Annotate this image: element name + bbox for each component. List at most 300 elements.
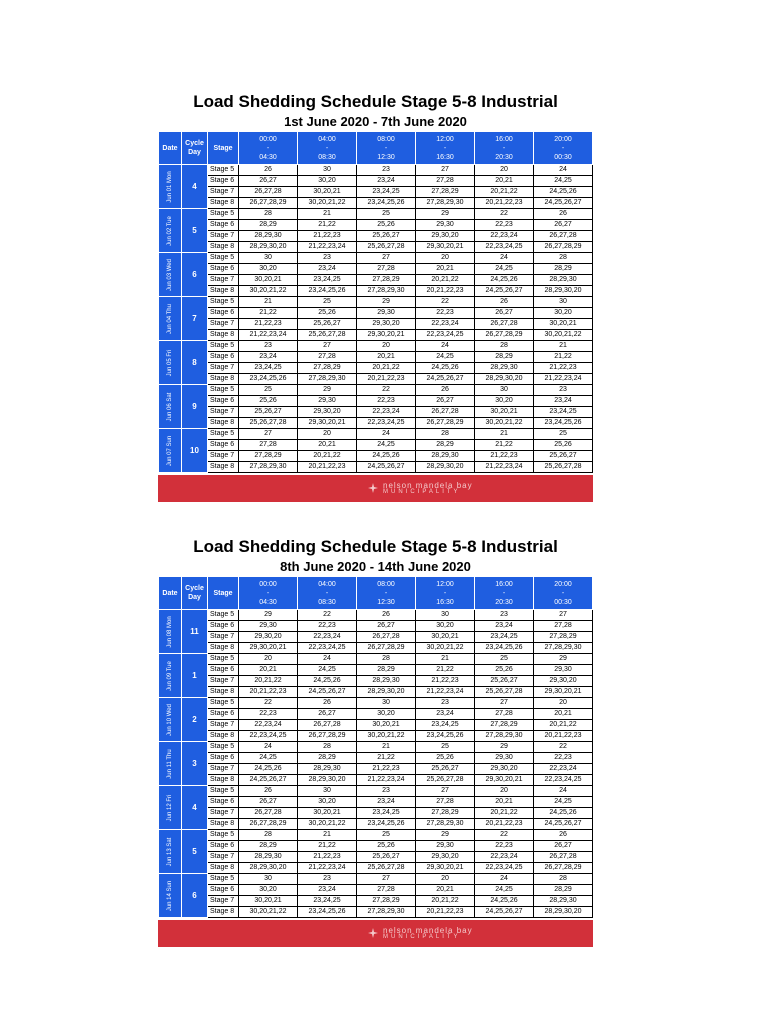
zone-cell: 27,28 — [416, 797, 475, 808]
table-row — [159, 396, 593, 407]
logo-line-2: MUNICIPALITY — [383, 934, 461, 940]
zone-cell: 25 — [475, 654, 534, 665]
table-row — [159, 676, 593, 687]
table-row — [159, 643, 593, 654]
zone-cell: 27,28,29,30 — [416, 819, 475, 830]
stage-label: Stage 7 — [208, 632, 239, 643]
municipality-logo — [383, 482, 473, 496]
zone-cell: 30 — [357, 698, 416, 709]
zone-cell: 21 — [416, 654, 475, 665]
zone-cell: 29,30,20,21 — [475, 775, 534, 786]
zone-cell: 22,23 — [475, 220, 534, 231]
zone-cell: 23,24 — [298, 264, 357, 275]
zone-cell: 29 — [298, 385, 357, 396]
zone-cell: 21,22 — [298, 220, 357, 231]
zone-cell: 27,28,29,30 — [416, 198, 475, 209]
zone-cell: 24,25,26 — [298, 676, 357, 687]
zone-cell: 25,26,27 — [239, 407, 298, 418]
zone-cell: 28 — [416, 429, 475, 440]
table-row — [159, 907, 593, 918]
zone-cell: 21 — [357, 742, 416, 753]
zone-cell: 28,29,30 — [239, 231, 298, 242]
table-row — [159, 308, 593, 319]
header-time-slot — [475, 577, 534, 610]
zone-cell: 24,25,26 — [475, 275, 534, 286]
zone-cell: 27,28,29,30 — [357, 907, 416, 918]
zone-cell: 29,30,20,21 — [534, 687, 593, 698]
header-cycle-day: Cycle Day — [182, 577, 208, 610]
zone-cell: 23,24 — [298, 885, 357, 896]
zone-cell: 25,26,27,28 — [357, 242, 416, 253]
zone-cell: 24,25,26,27 — [534, 819, 593, 830]
zone-cell: 26 — [357, 610, 416, 621]
stage-label: Stage 6 — [208, 440, 239, 451]
zone-cell: 23,24,25 — [298, 896, 357, 907]
stage-label: Stage 6 — [208, 885, 239, 896]
zone-cell: 27 — [475, 698, 534, 709]
schedule-date-range: 8th June 2020 - 14th June 2020 — [280, 559, 471, 574]
zone-cell: 21 — [298, 209, 357, 220]
cycle-day-cell: 1 — [182, 654, 208, 698]
zone-cell: 24 — [534, 786, 593, 797]
cycle-day-cell: 2 — [182, 698, 208, 742]
date-label: Jun 14 Sun — [167, 880, 173, 911]
time-start: 04:00 — [318, 135, 336, 143]
zone-cell: 22,23,24,25 — [239, 731, 298, 742]
zone-cell: 24 — [534, 165, 593, 176]
zone-cell: 25,26,27,28 — [298, 330, 357, 341]
time-start: 20:00 — [554, 580, 572, 588]
stage-label: Stage 8 — [208, 775, 239, 786]
table-row — [159, 654, 593, 665]
table-row — [159, 286, 593, 297]
header-date: Date — [159, 577, 182, 610]
time-separator: - — [443, 144, 447, 152]
table-row — [159, 863, 593, 874]
zone-cell: 21,22 — [298, 841, 357, 852]
zone-cell: 26 — [416, 385, 475, 396]
date-label: Jun 13 Sat — [167, 837, 173, 866]
zone-cell: 20,21,22,23 — [298, 462, 357, 473]
table-row — [159, 418, 593, 429]
zone-cell: 28,29 — [239, 841, 298, 852]
date-label: Jun 11 Thu — [167, 748, 173, 779]
zone-cell: 28,29,30,20 — [475, 374, 534, 385]
municipality-footer-banner — [158, 920, 593, 947]
zone-cell: 21,22,23 — [416, 676, 475, 687]
zone-cell: 22,23,24,25 — [475, 863, 534, 874]
table-row — [159, 297, 593, 308]
zone-cell: 27 — [357, 874, 416, 885]
zone-cell: 26,27,28 — [534, 231, 593, 242]
zone-cell: 20,21,22,23 — [475, 198, 534, 209]
zone-cell: 30,20,21,22 — [298, 198, 357, 209]
zone-cell: 24,25,26,27 — [239, 775, 298, 786]
zone-cell: 26,27,28,29 — [357, 643, 416, 654]
table-row — [159, 275, 593, 286]
zone-cell: 20 — [534, 698, 593, 709]
municipality-logo — [383, 927, 473, 941]
zone-cell: 30,20 — [534, 308, 593, 319]
zone-cell: 24 — [298, 654, 357, 665]
zone-cell: 28,29,30 — [416, 451, 475, 462]
zone-cell: 22,23,24 — [298, 632, 357, 643]
zone-cell: 26 — [475, 297, 534, 308]
zone-cell: 29,30,20 — [534, 676, 593, 687]
zone-cell: 22 — [475, 830, 534, 841]
time-start: 00:00 — [259, 135, 277, 143]
zone-cell: 24,25 — [416, 352, 475, 363]
zone-cell: 21,22,23,24 — [298, 242, 357, 253]
stage-label: Stage 5 — [208, 698, 239, 709]
zone-cell: 25,26,27,28 — [534, 462, 593, 473]
cycle-day-cell: 8 — [182, 341, 208, 385]
header-row — [159, 132, 593, 165]
zone-cell: 29,30,20,21 — [298, 418, 357, 429]
header-time-slot — [475, 132, 534, 165]
zone-cell: 27,28,29 — [416, 187, 475, 198]
zone-cell: 24,25,26,27 — [475, 907, 534, 918]
zone-cell: 24,25,26 — [475, 896, 534, 907]
zone-cell: 25,26,27 — [534, 451, 593, 462]
zone-cell: 25,26 — [298, 308, 357, 319]
time-end: 04:30 — [259, 153, 277, 161]
table-row — [159, 742, 593, 753]
zone-cell: 30,20,21,22 — [239, 286, 298, 297]
municipality-logo-icon — [368, 928, 378, 938]
time-end: 12:30 — [377, 153, 395, 161]
time-start: 16:00 — [495, 580, 513, 588]
zone-cell: 22 — [357, 385, 416, 396]
zone-cell: 20,21 — [534, 709, 593, 720]
stage-label: Stage 7 — [208, 896, 239, 907]
stage-label: Stage 7 — [208, 720, 239, 731]
table-row — [159, 819, 593, 830]
zone-cell: 29,30 — [416, 220, 475, 231]
zone-cell: 23,24,25 — [239, 363, 298, 374]
zone-cell: 23,24,25 — [475, 632, 534, 643]
zone-cell: 23,24,25,26 — [298, 286, 357, 297]
zone-cell: 23,24 — [534, 396, 593, 407]
stage-label: Stage 6 — [208, 621, 239, 632]
zone-cell: 22,23 — [475, 841, 534, 852]
zone-cell: 25 — [357, 209, 416, 220]
zone-cell: 23,24,25,26 — [357, 198, 416, 209]
zone-cell: 22,23,24,25 — [298, 643, 357, 654]
zone-cell: 23,24,25 — [534, 407, 593, 418]
zone-cell: 21,22,23 — [298, 231, 357, 242]
zone-cell: 29,30 — [534, 665, 593, 676]
zone-cell: 30,20,21 — [475, 407, 534, 418]
zone-cell: 20 — [357, 341, 416, 352]
zone-cell: 28,29 — [416, 440, 475, 451]
zone-cell: 23 — [298, 253, 357, 264]
stage-label: Stage 7 — [208, 764, 239, 775]
zone-cell: 24 — [357, 429, 416, 440]
zone-cell: 20,21,22,23 — [239, 687, 298, 698]
zone-cell: 23,24 — [239, 352, 298, 363]
zone-cell: 27,28 — [298, 352, 357, 363]
logo-line-2: MUNICIPALITY — [383, 489, 461, 495]
zone-cell: 24,25,26 — [534, 808, 593, 819]
zone-cell: 23 — [416, 698, 475, 709]
stage-label: Stage 6 — [208, 396, 239, 407]
table-row — [159, 610, 593, 621]
zone-cell: 26,27,28 — [239, 808, 298, 819]
table-row — [159, 841, 593, 852]
time-start: 08:00 — [377, 580, 395, 588]
zone-cell: 23,24,25 — [298, 275, 357, 286]
cycle-day-cell: 5 — [182, 830, 208, 874]
stage-label: Stage 5 — [208, 830, 239, 841]
time-end: 16:30 — [436, 153, 454, 161]
stage-label: Stage 7 — [208, 451, 239, 462]
time-start: 16:00 — [495, 135, 513, 143]
zone-cell: 28,29 — [534, 264, 593, 275]
time-end: 08:30 — [318, 598, 336, 606]
zone-cell: 29,30,20,21 — [357, 330, 416, 341]
zone-cell: 30,20,21 — [298, 187, 357, 198]
date-label: Jun 05 Fri — [167, 349, 173, 376]
table-row — [159, 319, 593, 330]
zone-cell: 24,25,26 — [416, 363, 475, 374]
zone-cell: 30 — [239, 253, 298, 264]
zone-cell: 26,27,28 — [475, 319, 534, 330]
zone-cell: 25,26,27 — [357, 852, 416, 863]
date-cell — [159, 209, 182, 253]
zone-cell: 22,23 — [534, 753, 593, 764]
date-cell — [159, 341, 182, 385]
zone-cell: 20,21,22 — [298, 451, 357, 462]
date-label: Jun 02 Tue — [167, 215, 173, 246]
zone-cell: 27,28,29 — [357, 275, 416, 286]
zone-cell: 27 — [357, 253, 416, 264]
zone-cell: 20,21 — [475, 176, 534, 187]
zone-cell: 29,30 — [357, 308, 416, 319]
zone-cell: 23,24,25,26 — [475, 643, 534, 654]
stage-label: Stage 8 — [208, 731, 239, 742]
table-row — [159, 385, 593, 396]
zone-cell: 30,20,21,22 — [239, 907, 298, 918]
zone-cell: 22,23,24 — [475, 852, 534, 863]
stage-label: Stage 8 — [208, 330, 239, 341]
zone-cell: 25,26,27 — [298, 319, 357, 330]
header-time-slot — [239, 577, 298, 610]
table-row — [159, 797, 593, 808]
header-time-slot — [534, 132, 593, 165]
zone-cell: 26 — [534, 209, 593, 220]
zone-cell: 30,20,21 — [534, 319, 593, 330]
cycle-day-cell: 5 — [182, 209, 208, 253]
stage-label: Stage 7 — [208, 187, 239, 198]
zone-cell: 26,27 — [534, 220, 593, 231]
zone-cell: 26 — [239, 165, 298, 176]
table-row — [159, 709, 593, 720]
table-row — [159, 775, 593, 786]
time-start: 20:00 — [554, 135, 572, 143]
date-cell — [159, 385, 182, 429]
zone-cell: 24,25,26,27 — [534, 198, 593, 209]
stage-label: Stage 5 — [208, 253, 239, 264]
table-row — [159, 264, 593, 275]
schedule-date-range: 1st June 2020 - 7th June 2020 — [284, 114, 467, 129]
zone-cell: 28,29,30,20 — [239, 242, 298, 253]
zone-cell: 23 — [475, 610, 534, 621]
table-row — [159, 621, 593, 632]
table-row — [159, 731, 593, 742]
cycle-day-cell: 6 — [182, 874, 208, 918]
zone-cell: 28,29,30 — [357, 676, 416, 687]
stage-label: Stage 8 — [208, 907, 239, 918]
zone-cell: 26,27,28,29 — [239, 819, 298, 830]
stage-label: Stage 8 — [208, 242, 239, 253]
schedule-week-1 — [158, 92, 593, 502]
zone-cell: 22,23 — [357, 396, 416, 407]
zone-cell: 26,27,28,29 — [534, 863, 593, 874]
zone-cell: 22 — [416, 297, 475, 308]
zone-cell: 27,28,29 — [534, 632, 593, 643]
zone-cell: 26,27 — [298, 709, 357, 720]
zone-cell: 20,21,22,23 — [357, 374, 416, 385]
table-row — [159, 209, 593, 220]
time-start: 12:00 — [436, 135, 454, 143]
zone-cell: 28,29,30,20 — [534, 286, 593, 297]
zone-cell: 26,27,28,29 — [298, 731, 357, 742]
zone-cell: 28,29 — [239, 220, 298, 231]
table-row — [159, 885, 593, 896]
zone-cell: 29,30,20 — [416, 231, 475, 242]
zone-cell: 30,20,21,22 — [416, 643, 475, 654]
stage-label: Stage 6 — [208, 665, 239, 676]
zone-cell: 28,29,30 — [534, 896, 593, 907]
zone-cell: 26,27,28,29 — [416, 418, 475, 429]
zone-cell: 28 — [534, 253, 593, 264]
cycle-day-cell: 4 — [182, 786, 208, 830]
header-time-slot — [357, 577, 416, 610]
zone-cell: 30,20,21 — [416, 632, 475, 643]
zone-cell: 30,20,21 — [298, 808, 357, 819]
zone-cell: 23 — [357, 165, 416, 176]
zone-cell: 27 — [416, 165, 475, 176]
zone-cell: 28 — [298, 742, 357, 753]
stage-label: Stage 7 — [208, 808, 239, 819]
zone-cell: 25,26,27,28 — [357, 863, 416, 874]
zone-cell: 28,29,30,20 — [357, 687, 416, 698]
zone-cell: 20,21 — [239, 665, 298, 676]
zone-cell: 21,22,23,24 — [534, 374, 593, 385]
zone-cell: 26,27 — [239, 797, 298, 808]
zone-cell: 21,22 — [534, 352, 593, 363]
zone-cell: 20,21,22 — [416, 896, 475, 907]
zone-cell: 20 — [416, 253, 475, 264]
zone-cell: 20 — [475, 786, 534, 797]
zone-cell: 29,30,20,21 — [239, 643, 298, 654]
zone-cell: 25,26 — [475, 665, 534, 676]
zone-cell: 24,25 — [534, 176, 593, 187]
zone-cell: 20 — [298, 429, 357, 440]
zone-cell: 25,26 — [239, 396, 298, 407]
stage-label: Stage 6 — [208, 264, 239, 275]
date-cell — [159, 654, 182, 698]
table-row — [159, 451, 593, 462]
zone-cell: 22,23 — [298, 621, 357, 632]
zone-cell: 27,28 — [416, 176, 475, 187]
stage-label: Stage 6 — [208, 176, 239, 187]
time-start: 04:00 — [318, 580, 336, 588]
stage-label: Stage 6 — [208, 220, 239, 231]
date-cell — [159, 253, 182, 297]
zone-cell: 24,25,26 — [534, 187, 593, 198]
date-cell — [159, 786, 182, 830]
zone-cell: 25,26,27 — [357, 231, 416, 242]
table-row — [159, 242, 593, 253]
zone-cell: 29,30 — [475, 753, 534, 764]
zone-cell: 21,22,23 — [534, 363, 593, 374]
time-separator: - — [266, 144, 270, 152]
date-label: Jun 04 Thu — [167, 303, 173, 334]
zone-cell: 21 — [475, 429, 534, 440]
stage-label: Stage 6 — [208, 308, 239, 319]
zone-cell: 24,25 — [475, 264, 534, 275]
time-end: 00:30 — [554, 153, 572, 161]
time-separator: - — [266, 589, 270, 597]
zone-cell: 30,20,21 — [239, 275, 298, 286]
stage-label: Stage 5 — [208, 385, 239, 396]
header-time-slot — [357, 132, 416, 165]
zone-cell: 20,21,22 — [357, 363, 416, 374]
zone-cell: 20,21 — [416, 885, 475, 896]
zone-cell: 26,27,28 — [534, 852, 593, 863]
zone-cell: 24,25 — [475, 885, 534, 896]
time-end: 16:30 — [436, 598, 454, 606]
zone-cell: 25,26,27 — [475, 676, 534, 687]
zone-cell: 27,28,29,30 — [298, 374, 357, 385]
zone-cell: 22,23,24 — [416, 319, 475, 330]
stage-label: Stage 8 — [208, 687, 239, 698]
zone-cell: 23,24,25,26 — [298, 907, 357, 918]
zone-cell: 29,30 — [298, 396, 357, 407]
zone-cell: 30 — [298, 786, 357, 797]
zone-cell: 27,28 — [357, 885, 416, 896]
schedule-table — [158, 131, 593, 473]
zone-cell: 24,25,26,27 — [357, 462, 416, 473]
zone-cell: 21,22 — [357, 753, 416, 764]
zone-cell: 22,23,24,25 — [357, 418, 416, 429]
time-end: 04:30 — [259, 598, 277, 606]
zone-cell: 30,20,21,22 — [357, 731, 416, 742]
zone-cell: 26,27,28 — [298, 720, 357, 731]
cycle-day-cell: 11 — [182, 610, 208, 654]
zone-cell: 25 — [357, 830, 416, 841]
table-row — [159, 352, 593, 363]
zone-cell: 28 — [357, 654, 416, 665]
stage-label: Stage 5 — [208, 742, 239, 753]
table-row — [159, 830, 593, 841]
date-cell — [159, 874, 182, 918]
table-row — [159, 720, 593, 731]
date-cell — [159, 165, 182, 209]
zone-cell: 27,28,29,30 — [357, 286, 416, 297]
time-end: 20:30 — [495, 598, 513, 606]
table-row — [159, 440, 593, 451]
table-row — [159, 687, 593, 698]
time-end: 00:30 — [554, 598, 572, 606]
stage-label: Stage 7 — [208, 319, 239, 330]
zone-cell: 27,28 — [475, 709, 534, 720]
header-time-slot — [534, 577, 593, 610]
stage-label: Stage 5 — [208, 341, 239, 352]
date-label: Jun 07 Sun — [167, 435, 173, 466]
